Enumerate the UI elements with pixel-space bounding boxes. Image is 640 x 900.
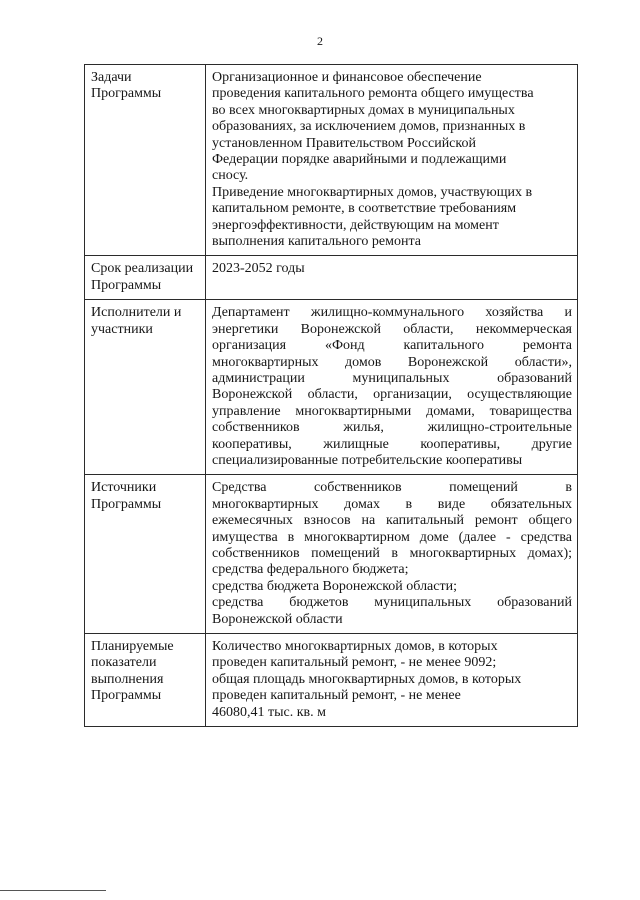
- footer-rule: [0, 890, 106, 891]
- row-value-line: сносу.: [212, 168, 249, 184]
- row-value-line: проведения капитального ремонта общего имущества: [212, 86, 534, 102]
- row-value-line: капитальном ремонте, в соответствие требованиям: [212, 201, 517, 217]
- row-value-line: Воронежской области, организации, осуществляющие: [212, 387, 572, 403]
- row-value-cell: [206, 475, 578, 634]
- page-number: 2: [317, 34, 323, 48]
- row-label-cell: [85, 634, 206, 727]
- row-label-cell: [85, 256, 206, 300]
- row-label-line: Программы: [91, 688, 162, 704]
- row-value-line: энергоэффективности, действующим на момент: [212, 217, 499, 233]
- row-label-line: выполнения: [91, 671, 164, 687]
- row-value-line: Департамент жилищно-коммунального хозяйства и: [212, 305, 572, 321]
- row-value-line: кооперативы, жилищные кооперативы, другие: [212, 436, 572, 452]
- row-value-line: собственников помещений в многоквартирных домах);: [212, 545, 572, 561]
- row-label-line: показатели: [91, 655, 157, 671]
- row-label-line: Программы: [91, 86, 162, 102]
- row-value-line: средства федерального бюджета;: [212, 562, 409, 578]
- row-value-line: во всех многоквартирных домах в муниципальных: [212, 102, 515, 118]
- table-row: [85, 256, 578, 300]
- row-value-line: общая площадь многоквартирных домов, в которых: [212, 671, 522, 687]
- row-label-line: Планируемые: [91, 639, 174, 654]
- row-value-line: Приведение многоквартирных домов, участвующих в: [212, 184, 533, 200]
- row-value-line: средства бюджетов муниципальных образований: [212, 595, 572, 611]
- row-value-cell: [206, 300, 578, 475]
- row-value-line: средства бюджета Воронежской области;: [212, 578, 457, 594]
- row-label-line: участники: [91, 321, 153, 337]
- row-value-line: Средства собственников помещений в: [212, 480, 572, 496]
- row-value-line: многоквартирных домов Воронежской области»,: [212, 354, 572, 370]
- table-row: [85, 300, 578, 475]
- row-value-cell: [206, 65, 578, 256]
- row-value-line: 46080,41 тыс. кв. м: [212, 704, 327, 720]
- row-label-line: Исполнители и: [91, 305, 182, 321]
- row-value-line: управление многоквартирными домами, товарищества: [212, 403, 572, 419]
- table-row: [85, 634, 578, 727]
- table-row: [85, 475, 578, 634]
- row-label-cell: [85, 300, 206, 475]
- table-body: [85, 65, 578, 727]
- row-value-line: образованиях, за исключением домов, признанных в: [212, 119, 526, 135]
- row-value-line: установленном Правительством Российской: [212, 135, 476, 151]
- table-row: [85, 65, 578, 256]
- row-label-line: Программы: [91, 496, 162, 512]
- row-value-line: собственников жилья, жилищно-строительные: [212, 420, 572, 436]
- row-value-line: 2023-2052 годы: [212, 261, 305, 277]
- row-value-line: Количество многоквартирных домов, в которых: [212, 639, 498, 654]
- row-value-line: организация «Фонд капитального ремонта: [212, 338, 572, 354]
- row-value-line: администрации муниципальных образований: [212, 370, 572, 386]
- row-value-line: выполнения капитального ремонта: [212, 234, 421, 250]
- row-value-line: имущества в многоквартирном доме (далее - средства: [212, 529, 572, 545]
- row-label-cell: [85, 65, 206, 256]
- row-value-line: специализированные потребительские кооперативы: [212, 452, 523, 468]
- row-label-line: Срок реализации: [91, 261, 194, 277]
- program-passport-table: [84, 64, 578, 727]
- row-label-cell: [85, 475, 206, 634]
- row-value-line: проведен капитальный ремонт, - не менее 9092;: [212, 655, 497, 671]
- row-value-line: ежемесячных взносов на капитальный ремонт общего: [212, 513, 572, 529]
- row-value-line: Организационное и финансовое обеспечение: [212, 70, 482, 85]
- row-label-line: Задачи: [91, 70, 132, 85]
- row-value-line: энергетики Воронежской области, некоммерческая: [212, 321, 572, 337]
- row-value-line: многоквартирных домах в виде обязательных: [212, 496, 572, 512]
- row-label-line: Источники: [91, 480, 157, 496]
- row-label-line: Программы: [91, 277, 162, 293]
- row-value-line: проведен капитальный ремонт, - не менее: [212, 688, 461, 704]
- row-value-cell: [206, 634, 578, 727]
- blank-line: [212, 278, 572, 294]
- row-value-line: Федерации порядке аварийными и подлежащими: [212, 152, 507, 168]
- row-value-line: Воронежской области: [212, 611, 343, 627]
- row-value-cell: [206, 256, 578, 300]
